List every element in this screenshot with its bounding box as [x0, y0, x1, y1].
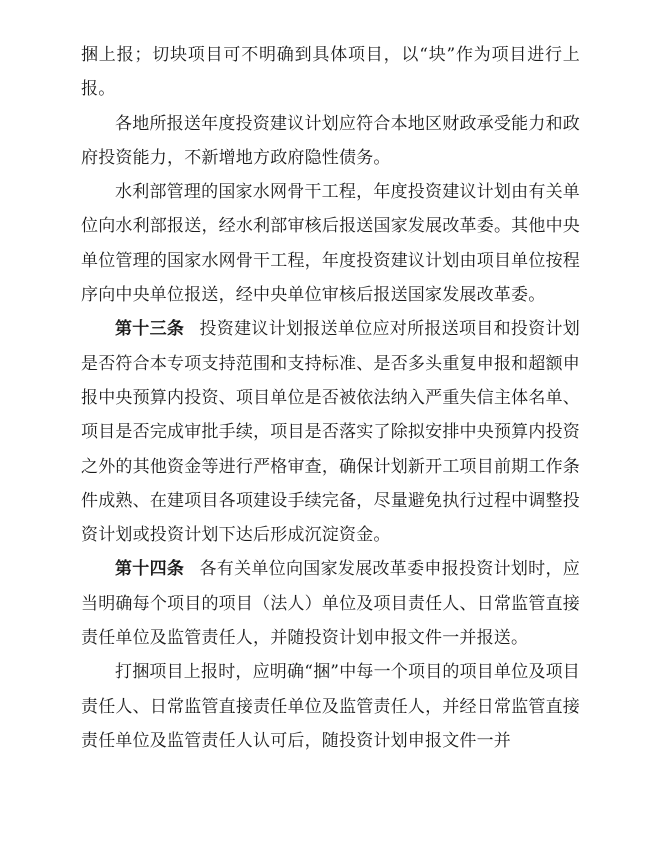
paragraph-6	[81, 655, 580, 758]
article-14-text: 各有关单位向国家发展改革委申报投资计划时，应当明确每个项目的项目（法人）单位及项目责任人、日常监管直接责任单位及监管责任人，并随投资计划申报文件一并报送。	[81, 559, 580, 649]
paragraph-6-text: 打捆项目上报时，应明确“捆”中每一个项目的项目单位及项目责任人、日常监管直接责任单位及监管责任人，并经日常监管直接责任单位及监管责任人认可后，随投资计划申报文件一并	[81, 662, 580, 751]
article-14-heading: 第十四条	[115, 559, 185, 580]
paragraph-3-text: 水利部管理的国家水网骨干工程，年度投资建议计划由有关单位向水利部报送，经水利部审核后报送国家发展改革委。其他中央单位管理的国家水网骨干工程，年度投资建议计划由项目单位按程序向中央单位报送，经中央单位审核后报送国家发展改革委。	[81, 182, 580, 306]
paragraph-1	[81, 38, 580, 107]
paragraph-3	[81, 175, 580, 312]
article-14	[81, 552, 580, 655]
paragraph-2	[81, 107, 580, 176]
paragraph-1-text: 捆上报；切块项目可不明确到具体项目，以“块”作为项目进行上报。	[81, 45, 580, 100]
article-13-heading: 第十三条	[115, 319, 185, 340]
article-13	[81, 312, 580, 552]
paragraph-2-text: 各地所报送年度投资建议计划应符合本地区财政承受能力和政府投资能力，不新增地方政府隐性债务。	[81, 113, 580, 168]
article-13-text: 投资建议计划报送单位应对所报送项目和投资计划是否符合本专项支持范围和支持标准、是否多头重复申报和超额申报中央预算内投资、项目单位是否被依法纳入严重失信主体名单、项目是否完成审批手续，项目是否落实了除拟安排中央预算内投资之外的其他资金等进行严格审查，确保计划新开工项目前期工作条件成熟、在建项目各项建设手续完备，尽量避免执行过程中调整投资计划或投资计划下达后形成沉淀资金。	[81, 319, 580, 546]
